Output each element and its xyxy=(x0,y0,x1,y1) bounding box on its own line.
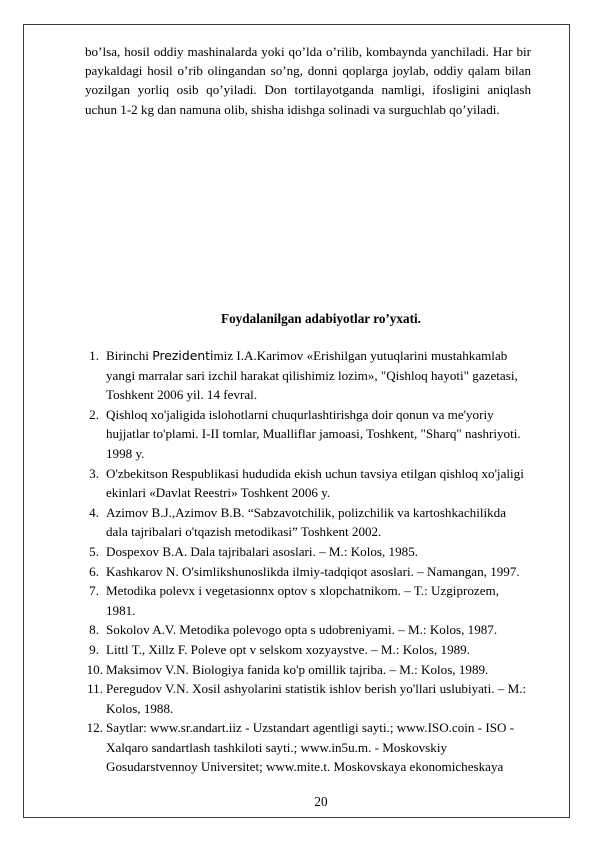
reference-text: miz I.A.Karimov «Erishilgan yutuqlarini mustahkamlab yangi marralar sari izchil harakat qilishimiz lozim», "Qishloq hayoti" gazetasi, Toshkent 2006 yil. 14 fevral. xyxy=(106,348,518,403)
reference-item xyxy=(85,464,531,503)
reference-text: Dospexov B.A. Dala tajribalari asoslari. – M.: Kolos, 1985. xyxy=(106,543,419,559)
reference-item xyxy=(85,562,531,582)
reference-number: 9. xyxy=(89,641,99,657)
reference-text: O'zbekitson Respublikasi hududida ekish uchun tavsiya etilgan qishloq xo'jaligi ekinlari «Davlat Reestri» Toshkent 2006 y. xyxy=(106,465,524,501)
reference-text: Saytlar: www.sr.andart.iiz - Uzstandart agentligi sayti.; www.ISO.coin - ISO - Xalqaro sandartlash tashkiloti sayti.; www.in5u.m. - Moskovskiy Gosudarstvennoy Universitet; www.mite.t. Moskovskaya ekonomicheskaya xyxy=(106,720,515,775)
reference-text: Azimov B.J.,Azimov B.B. “Sabzavotchilik, polizchilik va kartoshkachilikda dala tajribalari o'tqazish metodikasi” Toshkent 2002. xyxy=(106,504,507,540)
reference-number: 5. xyxy=(89,543,99,559)
references-list xyxy=(85,346,531,777)
reference-item xyxy=(85,620,531,640)
reference-item xyxy=(85,660,531,680)
reference-number: 6. xyxy=(89,563,99,579)
reference-item xyxy=(85,542,531,562)
reference-number: 10. xyxy=(86,661,103,677)
reference-item xyxy=(85,640,531,660)
page-number: 20 xyxy=(314,794,328,809)
reference-text: Maksimov V.N. Biologiya fanida ko'p omillik tajriba. – M.: Kolos, 1989. xyxy=(106,661,489,677)
reference-number: 12. xyxy=(86,720,103,736)
reference-number: 1. xyxy=(89,348,99,363)
reference-item xyxy=(85,718,531,777)
reference-item xyxy=(85,581,531,620)
references-heading: Foydalanilgan adabiyotlar ro’yxati. xyxy=(221,311,421,326)
reference-text: Sokolov A.V. Metodika polevogo opta s udobreniyami. – M.: Kolos, 1987. xyxy=(106,622,498,638)
reference-number: 2. xyxy=(89,406,99,422)
reference-number: 7. xyxy=(89,583,99,599)
reference-number: 3. xyxy=(89,465,99,481)
reference-text: Littl T., Xillz F. Poleve opt v selskom xozyaystve. – M.: Kolos, 1989. xyxy=(106,641,470,657)
reference-text: Peregudov V.N. Xosil ashyolarini statistik ishlov berish yo'llari uslubiyati. – M.: Kolos, 1988. xyxy=(106,681,527,716)
reference-item xyxy=(85,346,531,405)
reference-number: 4. xyxy=(89,504,99,520)
reference-text: Qishloq xo'jaligida islohotlarni chuqurlashtirishga doir qonun va me'yoriy hujjatlar to'plami. I-II tomlar, Mualliflar jamoasi, Toshkent, "Sharq" nashriyoti. 1998 y. xyxy=(106,406,521,461)
reference-item xyxy=(85,679,531,718)
reference-item xyxy=(85,405,531,464)
reference-text: Kashkarov N. O'simlikshunoslikda ilmiy-tadqiqot asoslari. – Namangan, 1997. xyxy=(106,563,520,579)
reference-number: 8. xyxy=(89,622,99,638)
body-paragraph: bo’lsa, hosil oddiy mashinalarda yoki qo’lda o’rilib, kombaynda yanchiladi. Har bir paykaldagi hosil o’rib olingandan so’ng, donni qoplarga joylab, oddiy qalam bilan yozilgan yorliq osib qo’yiladi. Don tortilayotganda namligi, ifosligini aniqlash uchun 1-2 kg dan namuna olib, shisha idishga solinadi va surguchlab qo’yiladi. xyxy=(85,44,531,117)
reference-text-emphasis: Prezidenti xyxy=(152,348,214,363)
reference-item xyxy=(85,503,531,542)
reference-text: Metodika polevx i vegetasionnx optov s xlopchatnikom. – T.: Uzgiprozem, 1981. xyxy=(106,583,499,618)
reference-text-lead: Birinchi xyxy=(106,348,153,363)
reference-number: 11. xyxy=(87,681,103,697)
